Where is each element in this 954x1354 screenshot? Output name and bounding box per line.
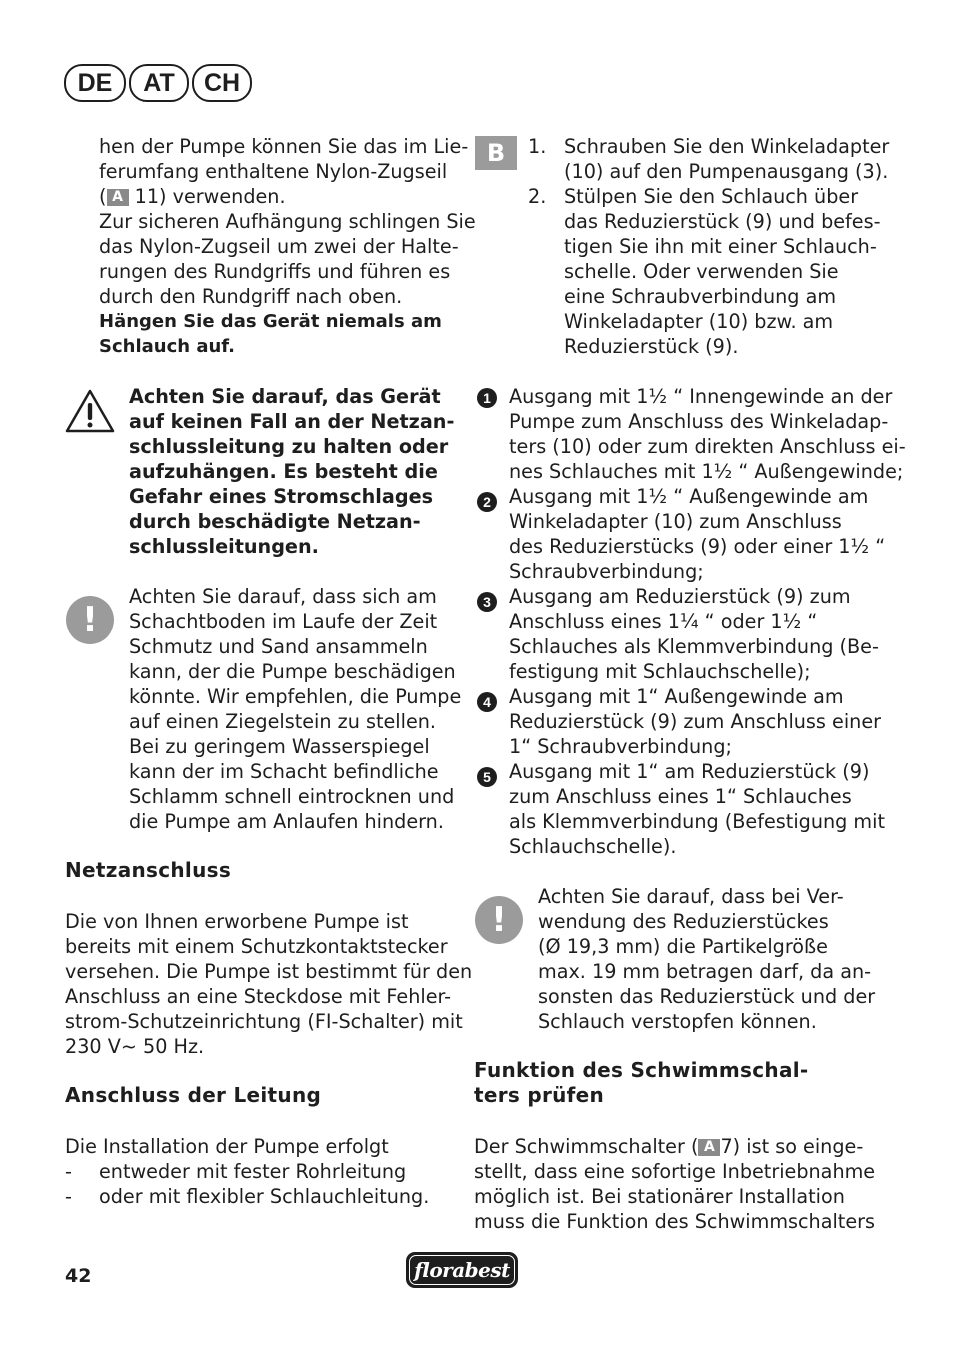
text-line: wendung des Reduzierstückes — [538, 910, 829, 933]
list-dash: - — [65, 1160, 72, 1183]
intro-paragraph — [99, 134, 476, 359]
note-text — [538, 884, 875, 1034]
figure-ref-a: A — [107, 189, 129, 206]
list-dash: - — [65, 1185, 72, 1208]
list-item: entweder mit fester Rohrleitung — [99, 1160, 407, 1183]
text-line: durch den Rundgriff nach oben. — [99, 285, 403, 308]
text-line: Schlauch verstopfen können. — [538, 1010, 817, 1033]
text-line: schlussleitung zu halten oder — [129, 435, 449, 458]
text-line: Anschluss eines 1¼ “ oder 1½ “ — [509, 610, 818, 633]
text-line: ferumfang enthaltene Nylon-Zugseil — [99, 160, 448, 183]
text-line — [99, 184, 476, 209]
text-line: Stülpen Sie den Schlauch über — [564, 185, 859, 208]
logo-text: florabest — [414, 1258, 510, 1282]
output-number-icon: 1 — [477, 388, 497, 408]
text-line: nes Schlauches mit 1½ “ Außengewinde; — [509, 460, 904, 483]
text-line: das Reduzierstück (9) und befes- — [564, 210, 881, 233]
text-line: Reduzierstück (9) zum Anschluss einer — [509, 710, 882, 733]
text-line: des Reduzierstücks (9) oder einer 1½ “ — [509, 535, 886, 558]
heading-netzanschluss: Netzanschluss — [65, 858, 232, 882]
text-line: durch beschädigte Netzan- — [129, 510, 421, 533]
text-line: Anschluss an eine Steckdose mit Fehler- — [65, 985, 452, 1008]
text-line: Ausgang mit 1“ am Reduzierstück (9) — [509, 760, 870, 783]
florabest-logo — [406, 1252, 518, 1288]
text-line: Ausgang mit 1½ “ Außengewinde am — [509, 485, 869, 508]
step-text — [564, 184, 881, 359]
schwimmschalter-paragraph — [474, 1134, 875, 1234]
text-line: muss die Funktion des Schwimmschalters — [474, 1210, 876, 1233]
text-line: Schraubverbindung; — [509, 560, 704, 583]
text-line: eine Schraubverbindung am — [564, 285, 837, 308]
text-line: aufzuhängen. Es besteht die — [129, 460, 438, 483]
output-item — [509, 759, 885, 859]
country-badge-ch: CH — [192, 64, 252, 102]
text-line: möglich ist. Bei stationärer Installation — [474, 1185, 845, 1208]
text-line: hen der Pumpe können Sie das im Lie- — [99, 135, 469, 158]
text-line: sonsten das Reduzierstück und der — [538, 985, 876, 1008]
output-item — [509, 384, 906, 484]
text-line: Winkeladapter (10) bzw. am — [564, 310, 834, 333]
text-line: versehen. Die Pumpe ist bestimmt für den — [65, 960, 473, 983]
text-line: Schlauches als Klemmverbindung (Be- — [509, 635, 879, 658]
text-line: Bei zu geringem Wasserspiegel — [129, 735, 430, 758]
text-line: Schmutz und Sand ansammeln — [129, 635, 428, 658]
text-line: das Nylon-Zugseil um zwei der Halte- — [99, 235, 459, 258]
section-label-b: B — [475, 136, 517, 170]
text-line: bereits mit einem Schutzkontaktstecker — [65, 935, 448, 958]
text-segment: 7) ist so einge- — [720, 1135, 864, 1158]
text-line: rungen des Rundgriffs und führen es — [99, 260, 451, 283]
text-line: Schrauben Sie den Winkeladapter — [564, 135, 890, 158]
text-line: Die Installation der Pumpe erfolgt — [65, 1135, 389, 1158]
output-item — [509, 684, 881, 759]
output-number-icon: 2 — [477, 492, 497, 512]
text-line: Achten Sie darauf, das Gerät — [129, 385, 441, 408]
text-line: tigen Sie ihn mit einer Schlauch- — [564, 235, 877, 258]
text-line: 1“ Schraubverbindung; — [509, 735, 732, 758]
leitung-paragraph — [65, 1134, 389, 1159]
text-line: Zur sicheren Aufhängung schlingen Sie — [99, 210, 476, 233]
text-line: Schlauchschelle). — [509, 835, 677, 858]
text-line: (10) auf den Pumpenausgang (3). — [564, 160, 889, 183]
text-line: schlussleitungen. — [129, 535, 319, 558]
text-line: Schlamm schnell eintrocknen und — [129, 785, 455, 808]
exclamation-icon: ! — [475, 896, 523, 944]
text-line: auf einen Ziegelstein zu stellen. — [129, 710, 437, 733]
page-number: 42 — [65, 1265, 92, 1287]
text-line: Ausgang mit 1“ Außengewinde am — [509, 685, 844, 708]
output-number-icon: 5 — [477, 767, 497, 787]
text-line: Reduzierstück (9). — [564, 335, 739, 358]
text-line: kann der im Schacht befindliche — [129, 760, 439, 783]
text-line: stellt, dass eine sofortige Inbetriebnahme — [474, 1160, 876, 1183]
step-text — [564, 134, 889, 184]
warning-text — [129, 384, 454, 559]
output-number-icon: 3 — [477, 592, 497, 612]
bold-line: Hängen Sie das Gerät niemals am — [99, 311, 442, 332]
step-number: 1. — [528, 135, 547, 158]
heading-anschluss-leitung: Anschluss der Leitung — [65, 1083, 322, 1107]
output-item — [509, 484, 885, 584]
figure-ref-a: A — [698, 1139, 720, 1156]
heading-schwimmschalter — [474, 1058, 809, 1108]
warning-triangle-icon — [64, 388, 116, 434]
text-line: Achten Sie darauf, dass bei Ver- — [538, 885, 844, 908]
text-line: strom-Schutzeinrichtung (FI-Schalter) mit — [65, 1010, 463, 1033]
text-line: max. 19 mm betragen darf, da an- — [538, 960, 872, 983]
text-line — [474, 1134, 875, 1159]
output-number-icon: 4 — [477, 692, 497, 712]
text-line: 230 V~ 50 Hz. — [65, 1035, 205, 1058]
heading-line: ters prüfen — [474, 1083, 605, 1107]
text-line: als Klemmverbindung (Befestigung mit — [509, 810, 885, 833]
exclamation-icon: ! — [66, 596, 114, 644]
text-line: auf keinen Fall an der Netzan- — [129, 410, 455, 433]
text-line: schelle. Oder verwenden Sie — [564, 260, 839, 283]
text-line: Pumpe zum Anschluss des Winkeladap- — [509, 410, 889, 433]
text-line: zum Anschluss eines 1“ Schlauches — [509, 785, 852, 808]
country-badge-de: DE — [64, 64, 126, 102]
text-line: Schachtboden im Laufe der Zeit — [129, 610, 438, 633]
text-line: Ausgang mit 1½ “ Innengewinde an der — [509, 385, 893, 408]
text-line: Winkeladapter (10) zum Anschluss — [509, 510, 842, 533]
text-line: festigung mit Schlauchschelle); — [509, 660, 811, 683]
text-line: die Pumpe am Anlaufen hindern. — [129, 810, 444, 833]
text-line: ters (10) oder zum direkten Anschluss ei- — [509, 435, 906, 458]
list-item: oder mit flexibler Schlauchleitung. — [99, 1185, 430, 1208]
text-segment: Der Schwimmschalter ( — [474, 1135, 699, 1158]
text-line: könnte. Wir empfehlen, die Pumpe — [129, 685, 462, 708]
step-number: 2. — [528, 185, 547, 208]
text-line: (Ø 19,3 mm) die Partikelgröße — [538, 935, 828, 958]
note-text — [129, 584, 461, 834]
text-line: Die von Ihnen erworbene Pumpe ist — [65, 910, 409, 933]
output-item — [509, 584, 879, 684]
text-line: Achten Sie darauf, dass sich am — [129, 585, 437, 608]
country-badge-at: AT — [129, 64, 189, 102]
netz-paragraph — [65, 909, 472, 1059]
ref-text: 11) verwenden. — [134, 185, 286, 208]
text-line: Ausgang am Reduzierstück (9) zum — [509, 585, 851, 608]
text-line: Gefahr eines Stromschlages — [129, 485, 434, 508]
paren-open: ( — [99, 185, 107, 208]
heading-line: Funktion des Schwimmschal- — [474, 1058, 809, 1082]
bold-line: Schlauch auf. — [99, 336, 235, 357]
text-line: kann, der die Pumpe beschädigen — [129, 660, 456, 683]
